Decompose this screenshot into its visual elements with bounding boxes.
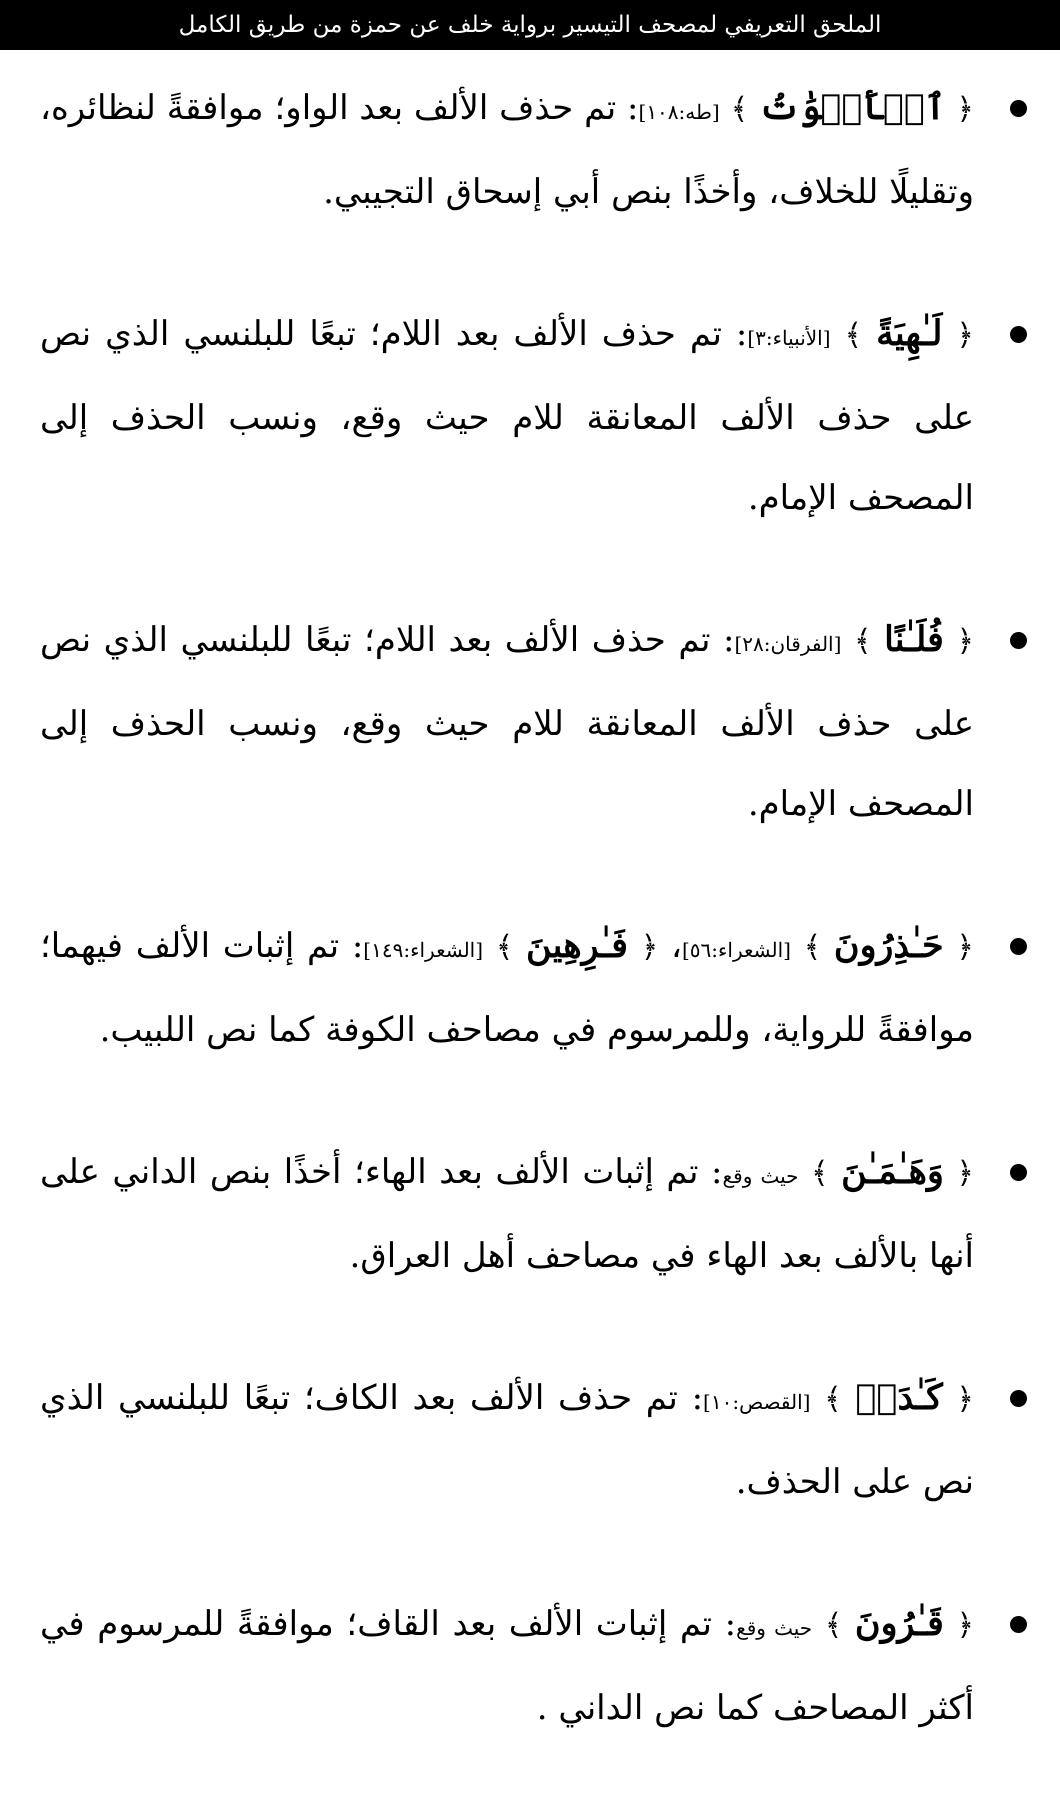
quranic-word-second: فَـٰرِهِينَ: [526, 925, 628, 966]
running-header: [0, 0, 1060, 50]
bullet-icon: [1006, 68, 1030, 148]
ornate-bracket-close: ﴾: [824, 1382, 842, 1417]
bullet-icon: [1006, 1358, 1030, 1438]
list-item: [40, 906, 1030, 1070]
entries-list: [40, 68, 1030, 1810]
entry-text: : تم حذف الألف بعد الكاف؛ تبعًا للبلنسي الذي نص على الحذف.: [40, 1378, 974, 1502]
verse-reference: [الفرقان:٢٨]: [734, 632, 842, 656]
ornate-bracket-close: ﴾: [853, 624, 872, 659]
bullet-icon: [1006, 1132, 1030, 1212]
ornate-bracket-open: ﴿: [956, 930, 974, 965]
entry-text: : تم حذف الألف بعد اللام؛ تبعًا للبلنسي الذي نص على حذف الألف المعانقة للام حيث وقع، ونسب الحذف إلى المصحف الإمام.: [40, 620, 974, 824]
entry-text: : تم إثبات الألف بعد الهاء؛ أخذًا بنص الداني على أنها بالألف بعد الهاء في مصاحف أهل العراق.: [40, 1152, 974, 1276]
bullet-icon: [1006, 600, 1030, 680]
ornate-bracket-close: ﴾: [811, 1156, 829, 1191]
verse-reference: [القصص:١٠]: [703, 1390, 811, 1414]
entry-text: : تم إثبات الألف بعد القاف؛ موافقةً للمرسوم في أكثر المصاحف كما نص الداني .: [40, 1604, 974, 1728]
ornate-bracket-close: ﴾: [824, 1608, 843, 1643]
entry-text: : تم إثبات الألف فيهما؛ موافقةً للرواية، وللمرسوم في مصاحف الكوفة كما نص اللبيب.: [40, 926, 974, 1050]
entry-text: : تم حذف الألف بعد اللام؛ تبعًا للبلنسي الذي نص على حذف الألف المعانقة للام حيث وقع، ونسب الحذف إلى المصحف الإمام.: [40, 314, 974, 518]
quranic-word: كَـٰدَتۡ: [855, 1377, 943, 1418]
list-item: [40, 600, 1030, 844]
ornate-bracket-open: ﴿: [956, 318, 974, 353]
ornate-bracket-open: ﴿: [956, 624, 975, 659]
ornate-bracket-close: ﴾: [730, 92, 749, 127]
header-title: الملحق التعريفي لمصحف التيسير برواية خلف عن حمزة من طريق الكامل: [178, 12, 882, 38]
verse-reference: [الأنبياء:٣]: [747, 326, 831, 350]
quranic-word: حَـٰذِرُونَ: [833, 925, 944, 966]
ornate-bracket-open: ﴿: [956, 1382, 974, 1417]
ornate-bracket-open: ﴿: [956, 1608, 975, 1643]
entry-text: : تم حذف الألف بعد الواو؛ موافقةً لنظائره، وتقليلًا للخلاف، وأخذًا بنص أبي إسحاق التجيبي.: [40, 88, 974, 212]
ornate-bracket-open: ﴿: [640, 930, 659, 965]
quranic-word: وَهَـٰمَـٰنَ: [841, 1151, 944, 1192]
list-item: [40, 294, 1030, 538]
ornate-bracket-close: ﴾: [495, 930, 514, 965]
bullet-icon: [1006, 906, 1030, 986]
verse-reference-second: [الشعراء:١٤٩]: [363, 938, 484, 962]
verse-reference: حيث وقع: [736, 1616, 813, 1640]
verse-reference: [طه:١٠٨]: [638, 100, 720, 124]
quranic-word: قَـٰرُونَ: [854, 1603, 944, 1644]
bullet-icon: [1006, 1584, 1030, 1664]
ornate-bracket-close: ﴾: [803, 930, 822, 965]
quranic-word: ٱلۡأَصۡوَٰتُ: [759, 87, 946, 128]
separator: ،: [658, 926, 682, 966]
bullet-icon: [1006, 294, 1030, 374]
ornate-bracket-close: ﴾: [844, 318, 863, 353]
list-item: [40, 1358, 1030, 1522]
verse-reference: [الشعراء:٥٦]: [681, 938, 791, 962]
list-item: [40, 1584, 1030, 1748]
list-item: [40, 68, 1030, 232]
verse-reference: حيث وقع: [722, 1164, 799, 1188]
quranic-word: لَـٰهِيَةً: [876, 313, 943, 354]
list-item: [40, 1132, 1030, 1296]
quranic-word: فُلَـٰنًا: [884, 619, 944, 660]
ornate-bracket-open: ﴿: [956, 1156, 974, 1191]
ornate-bracket-open: ﴿: [956, 92, 974, 127]
